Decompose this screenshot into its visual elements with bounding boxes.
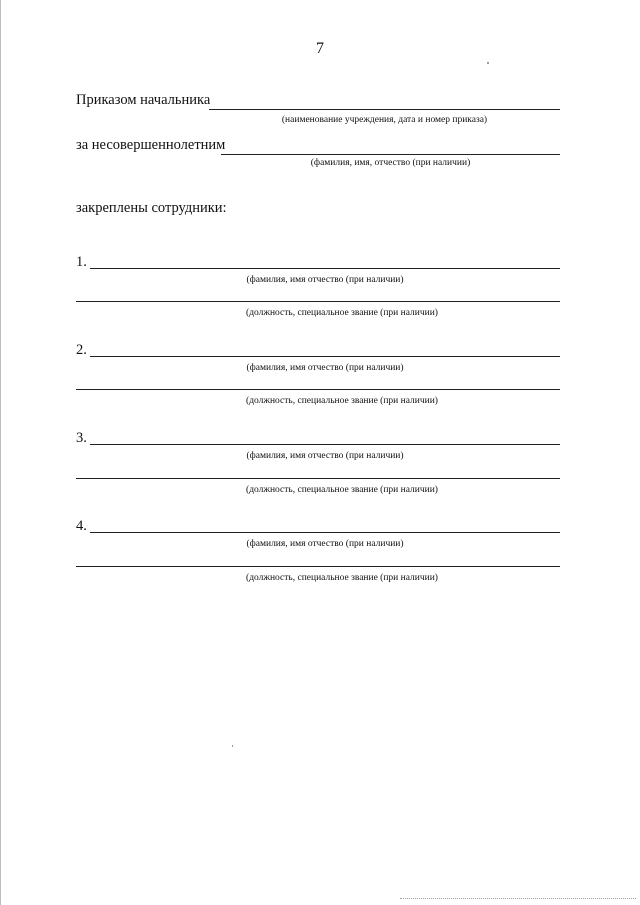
minor-label: за несовершеннолетним <box>76 137 226 153</box>
scan-speck <box>232 745 233 747</box>
employee-number: 1. <box>76 254 87 270</box>
employee-name-line[interactable] <box>90 356 560 357</box>
employee-name-caption: (фамилия, имя отчество (при наличии) <box>246 451 404 461</box>
employee-name-line[interactable] <box>90 444 560 445</box>
employee-number: 4. <box>76 518 87 534</box>
employee-position-line[interactable] <box>76 389 560 390</box>
employee-position-caption: (должность, специальное звание (при наличии) <box>246 308 438 318</box>
page-number: 7 <box>316 40 324 57</box>
employee-number: 2. <box>76 342 87 358</box>
employee-name-caption: (фамилия, имя отчество (при наличии) <box>246 539 404 549</box>
scan-speck <box>487 62 489 64</box>
scan-edge-line <box>0 0 1 905</box>
order-caption: (наименование учреждения, дата и номер приказа) <box>281 115 488 125</box>
minor-caption: (фамилия, имя, отчество (при наличии) <box>310 158 471 168</box>
scan-dotted-artifact <box>400 898 636 899</box>
employee-position-line[interactable] <box>76 478 560 479</box>
employee-name-line[interactable] <box>90 268 560 269</box>
employee-name-caption: (фамилия, имя отчество (при наличии) <box>246 363 404 373</box>
order-blank-line[interactable] <box>209 109 560 110</box>
employee-position-line[interactable] <box>76 566 560 567</box>
order-label: Приказом начальника <box>76 92 211 108</box>
minor-field <box>76 131 560 155</box>
employee-position-caption: (должность, специальное звание (при наличии) <box>246 396 438 406</box>
employee-position-caption: (должность, специальное звание (при наличии) <box>246 485 438 495</box>
employee-name-caption: (фамилия, имя отчество (при наличии) <box>246 275 404 285</box>
employees-heading: закреплены сотрудники: <box>76 200 227 216</box>
employee-number: 3. <box>76 430 87 446</box>
employee-position-caption: (должность, специальное звание (при наличии) <box>246 573 438 583</box>
order-field <box>76 86 560 110</box>
minor-blank-line[interactable] <box>221 154 560 155</box>
employee-name-line[interactable] <box>90 532 560 533</box>
employee-position-line[interactable] <box>76 301 560 302</box>
